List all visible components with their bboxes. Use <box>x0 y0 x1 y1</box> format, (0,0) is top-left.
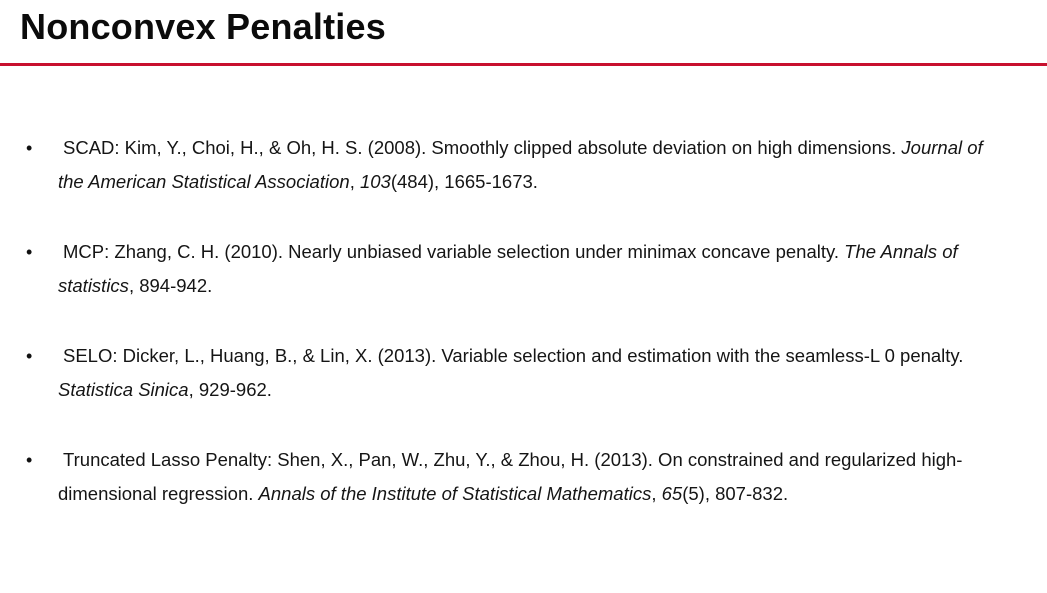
separator-text: , <box>651 483 662 504</box>
title-underline <box>0 63 1047 66</box>
reference-line-1 <box>58 131 1033 165</box>
journal-name: the American Statistical Association <box>58 171 350 192</box>
reference-line-2 <box>58 477 1033 511</box>
journal-name: Annals of the Institute of Statistical Mathematics <box>258 483 652 504</box>
citation-text: SELO: Dicker, L., Huang, B., & Lin, X. (2013). Variable selection and estimation with the seamless-L 0 penalty. <box>63 345 964 366</box>
volume-number: 65 <box>661 483 683 504</box>
reference-text <box>58 235 1033 303</box>
reference-text <box>58 443 1033 511</box>
citation-text: SCAD: Kim, Y., Choi, H., & Oh, H. S. (2008). Smoothly clipped absolute deviation on high dimensions. <box>63 137 902 158</box>
bullet-icon: • <box>26 242 33 262</box>
issue-pages: , 894-942. <box>128 275 213 296</box>
issue-pages: (484), 1665-1673. <box>390 171 538 192</box>
reference-line-2 <box>58 373 1033 407</box>
journal-name: statistics <box>58 275 129 296</box>
citation-text: dimensional regression. <box>58 483 259 504</box>
reference-line-1 <box>58 443 1033 477</box>
reference-line-1 <box>58 339 1033 373</box>
slide-title: Nonconvex Penalties <box>20 6 386 47</box>
reference-text <box>58 131 1033 199</box>
citation-text: Truncated Lasso Penalty: Shen, X., Pan, W., Zhu, Y., & Zhou, H. (2013). On constrained and regularized high- <box>63 449 963 470</box>
issue-pages: , 929-962. <box>188 379 272 400</box>
reference-line-2 <box>58 165 1033 199</box>
issue-pages: (5), 807-832. <box>682 483 789 504</box>
journal-name: The Annals of <box>844 241 958 262</box>
reference-line-2 <box>58 269 1033 303</box>
bullet-icon: • <box>26 346 33 366</box>
bullet-icon: • <box>26 450 33 470</box>
citation-text: MCP: Zhang, C. H. (2010). Nearly unbiased variable selection under minimax concave penalty. <box>63 241 845 262</box>
bullet-icon: • <box>26 138 33 158</box>
separator-text: , <box>349 171 360 192</box>
reference-line-1 <box>58 235 1033 269</box>
volume-number: 103 <box>359 171 391 192</box>
reference-text <box>58 339 1033 407</box>
journal-name: Statistica Sinica <box>58 379 189 400</box>
journal-name: Journal of <box>901 137 983 158</box>
